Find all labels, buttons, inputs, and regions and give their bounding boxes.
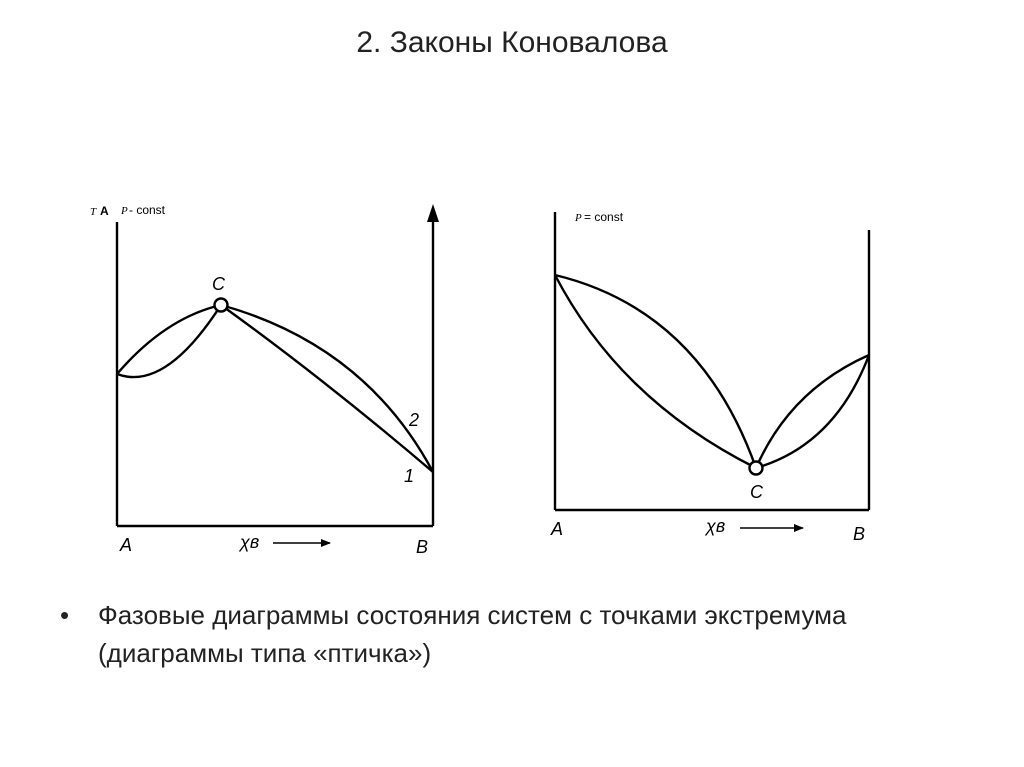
left-diagram: [90, 203, 439, 557]
right-p-suffix: = const: [584, 210, 624, 224]
left-p-label: P: [121, 205, 128, 217]
right-a-label: A: [551, 519, 564, 539]
right-lower-curve-left: [555, 275, 756, 468]
left-axis-a-letter: A: [100, 204, 109, 218]
left-curve-2: [221, 305, 433, 472]
left-curve-label-2: 2: [409, 410, 420, 430]
bullet-text: Фазовые диаграммы состояния систем с точками экстремума (диаграммы типа «птичка»): [98, 600, 847, 668]
left-curve-label-1: 1: [404, 466, 415, 486]
slide-title: 2. Законы Коновалова: [356, 26, 668, 59]
left-c-label: C: [212, 274, 225, 294]
right-p-label: P: [575, 212, 582, 224]
right-c-label: C: [750, 482, 763, 502]
left-p-suffix: - const: [129, 203, 166, 217]
right-lower-curve-right: [756, 355, 869, 468]
left-lower-curve-left: [117, 305, 221, 377]
left-x-label: χв: [240, 532, 260, 552]
left-curve-1: [221, 305, 433, 472]
left-axis-b-arrow: [427, 204, 439, 222]
right-b-label: B: [853, 524, 866, 544]
right-x-label: χв: [706, 516, 726, 536]
right-diagram: [550, 210, 869, 544]
bullet-mark: •: [60, 600, 70, 630]
right-point-c: [750, 462, 763, 475]
left-b-label: B: [416, 537, 429, 557]
right-upper-curve-right: [756, 355, 869, 468]
left-a-label: A: [120, 535, 133, 555]
left-t-label: T: [90, 206, 97, 218]
right-upper-curve-left: [555, 275, 756, 468]
left-point-c: [215, 299, 228, 312]
